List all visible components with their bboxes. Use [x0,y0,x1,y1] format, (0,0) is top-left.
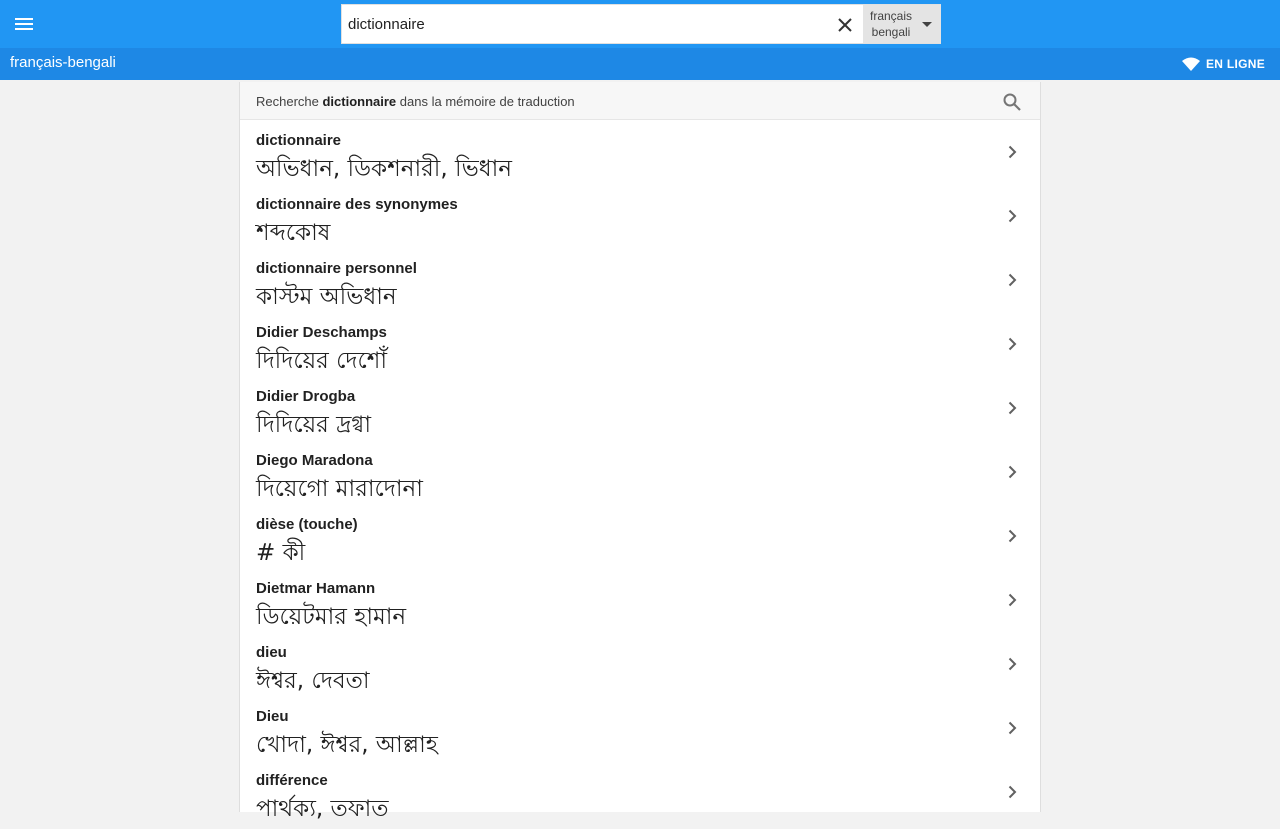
caret-down-icon [922,22,932,27]
list-item[interactable] [240,184,1040,248]
search-input[interactable] [342,5,830,43]
source-term: Dietmar Hamann [256,580,376,597]
chevron-right-icon [1004,464,1020,480]
page-title: français-bengali [10,54,116,71]
close-icon[interactable] [832,12,858,38]
translation-text: দিয়েগো মারাদোনা [256,476,423,502]
source-term: différence [256,772,328,789]
tm-term: dictionnaire [322,94,397,109]
chevron-right-icon [1004,720,1020,736]
translation-text: দিদিয়ের দেশোঁ [256,348,388,374]
source-term: dictionnaire des synonymes [256,196,458,213]
list-item[interactable] [240,760,1040,824]
translation-text: ডিয়েটমার হামান [256,604,407,630]
list-item[interactable] [240,248,1040,312]
source-term: dieu [256,644,287,661]
chevron-right-icon [1004,400,1020,416]
language-pair-select[interactable] [863,5,941,43]
list-item[interactable] [240,312,1040,376]
language-pair-bar [0,48,1280,80]
results-list [240,120,1040,824]
translation-text: খোদা, ঈশ্বর, আল্লাহ [256,732,438,758]
source-term: dictionnaire personnel [256,260,417,277]
list-item[interactable] [240,376,1040,440]
list-item[interactable] [240,568,1040,632]
top-app-bar [0,0,1280,48]
language-from-label: français [869,9,913,23]
list-item[interactable] [240,504,1040,568]
translation-text: অভিধান, ডিকশনারী, ভিধান [256,156,513,182]
results-panel [239,82,1041,822]
online-status-label: EN LIGNE [1206,57,1266,71]
translation-text: কাস্টম অভিধান [256,284,397,310]
translation-text: ঈশ্বর, দেবতা [256,668,370,694]
tm-prefix: Recherche [256,94,323,109]
chevron-right-icon [1004,592,1020,608]
translation-text: পার্থক্য, তফাত [256,796,389,822]
source-term: dictionnaire [256,132,342,149]
search-icon[interactable] [1002,92,1022,112]
menu-icon[interactable] [12,12,36,36]
search-box [341,4,941,44]
chevron-right-icon [1004,336,1020,352]
chevron-right-icon [1004,784,1020,800]
list-item[interactable] [240,440,1040,504]
list-item[interactable] [240,120,1040,184]
source-term: Dieu [256,708,289,725]
chevron-right-icon [1004,208,1020,224]
language-to-label: bengali [871,25,911,39]
chevron-right-icon [1004,656,1020,672]
source-term: Diego Maradona [256,452,373,469]
translation-memory-search[interactable] [240,82,1040,120]
chevron-right-icon [1004,528,1020,544]
translation-text: শব্দকোষ [256,220,331,246]
chevron-right-icon [1004,144,1020,160]
wifi-icon [1182,57,1200,71]
translation-memory-text [256,94,575,109]
online-status-button[interactable] [1182,55,1265,73]
translation-text: # কী [256,540,306,566]
tm-suffix: dans la mémoire de traduction [396,94,575,109]
source-term: dièse (touche) [256,516,358,533]
source-term: Didier Deschamps [256,324,387,341]
list-item[interactable] [240,696,1040,760]
translation-text: দিদিয়ের দ্রগ্বা [256,412,371,438]
list-item[interactable] [240,632,1040,696]
source-term: Didier Drogba [256,388,356,405]
chevron-right-icon [1004,272,1020,288]
